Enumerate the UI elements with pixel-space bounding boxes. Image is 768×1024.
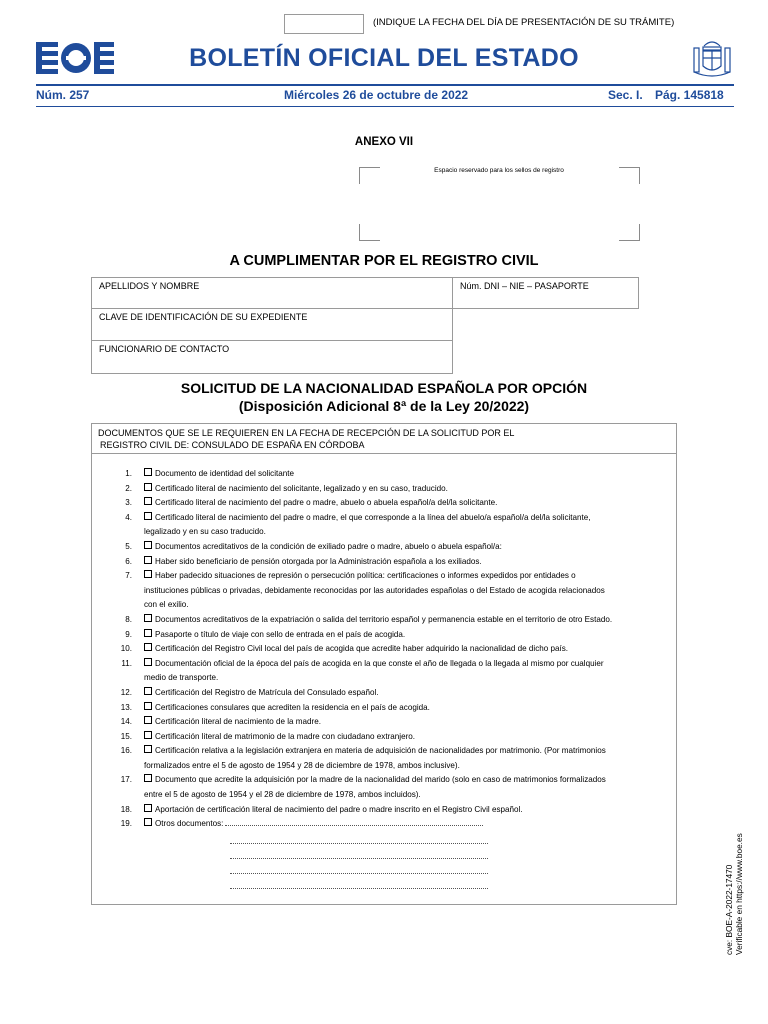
document-item-text: Certificado literal de nacimiento del padre o madre, abuelo o abuela español/a del/la solicitante.: [155, 498, 498, 508]
document-checkbox[interactable]: [144, 614, 152, 622]
document-item-text: Haber padecido situaciones de represión o persecución política: certificaciones o informes expedidos por entidades o: [155, 571, 576, 581]
document-item-number: 11.: [121, 658, 132, 668]
document-item-number: 5.: [125, 541, 132, 551]
stamp-corner-bottom-left: [359, 224, 380, 241]
document-item-text: Certificado literal de nacimiento del solicitante, legalizado y en su caso, traducido.: [155, 483, 448, 493]
document-checkbox[interactable]: [144, 468, 152, 476]
document-checkbox[interactable]: [144, 497, 152, 505]
document-item-text: Certificación literal de matrimonio de la madre con ciudadano extranjero.: [155, 731, 416, 741]
contact-officer-field[interactable]: [91, 340, 453, 374]
document-item-text: Haber sido beneficiario de pensión otorgada por la Administración española a los exiliados.: [155, 556, 482, 566]
document-checkbox[interactable]: [144, 818, 152, 826]
document-item: [118, 803, 670, 818]
document-item: [118, 511, 670, 526]
page-number: Pág. 145818: [655, 88, 724, 102]
section-label: Sec. I.: [608, 88, 643, 102]
verification-url: Verificable en https://www.boe.es: [734, 833, 744, 955]
document-item: [118, 715, 670, 730]
file-key-label: CLAVE DE IDENTIFICACIÓN DE SU EXPEDIENTE: [99, 312, 308, 322]
document-item-text: Otros documentos:: [155, 819, 224, 829]
document-item: [118, 467, 670, 482]
boe-logo: [36, 42, 114, 74]
header-rule: [36, 84, 734, 86]
document-item-number: 16.: [120, 746, 132, 756]
document-item-text: Certificación del Registro Civil local del país de acogida que acredite haber adquirido la nacionalidad de dicho país.: [155, 644, 569, 654]
document-item-continuation: instituciones públicas o privadas, debidamente reconocidas por las autoridades españolas o del Estado de acogida relacionados: [144, 585, 605, 595]
document-item-text: Certificaciones consulares que acrediten la residencia en el país de acogida.: [155, 702, 430, 712]
page-title: BOLETÍN OFICIAL DEL ESTADO: [189, 44, 579, 72]
id-document-field[interactable]: [452, 277, 639, 309]
document-item: [118, 540, 670, 555]
document-checkbox[interactable]: [144, 731, 152, 739]
document-item-number: 1.: [125, 469, 132, 478]
document-item-number: 19.: [120, 819, 132, 829]
document-checkbox[interactable]: [144, 774, 152, 782]
verification-side-text: [724, 835, 744, 955]
document-checkbox[interactable]: [144, 658, 152, 666]
document-item-number: 14.: [120, 717, 132, 727]
document-item: [118, 773, 670, 788]
document-item-text: Documentación oficial de la época del país de acogida en la que conste el año de llegada o la llegada al mismo por cualquier: [155, 658, 604, 668]
issue-number: Núm. 257: [36, 88, 90, 102]
document-item-text: Documentos acreditativos de la expatriación o salida del territorio español y permanencia estable en el territorio de otro Estado.: [155, 614, 613, 624]
document-item: [118, 482, 670, 497]
documents-list: [118, 467, 670, 832]
meta-rule: [36, 106, 734, 107]
document-item-number: 3.: [125, 498, 132, 508]
document-item-continuation: con el exilio.: [144, 600, 189, 610]
document-checkbox[interactable]: [144, 512, 152, 520]
document-checkbox[interactable]: [144, 702, 152, 710]
document-item-number: 15.: [120, 731, 132, 741]
document-item-text: Certificación relativa a la legislación extranjera en materia de adquisición de nacionalidades por matrimonio. (Por matrimonios: [155, 746, 606, 756]
document-item-continuation: formalizados entre el 5 de agosto de 1954 y 28 de diciembre de 1978, ambos inclusive).: [144, 760, 460, 770]
document-item-number: 10.: [120, 644, 132, 654]
surname-name-label: APELLIDOS Y NOMBRE: [99, 281, 200, 291]
document-item: [118, 730, 670, 745]
document-item-number: 12.: [120, 687, 132, 697]
issue-date: Miércoles 26 de octubre de 2022: [284, 88, 469, 102]
cve-code: cve: BOE-A-2022-17470: [724, 864, 734, 955]
other-documents-line[interactable]: [230, 842, 488, 844]
document-item: [118, 701, 670, 716]
surname-name-field[interactable]: [91, 277, 453, 309]
file-key-field[interactable]: [91, 308, 453, 341]
document-item-text: Aportación de certificación literal de nacimiento del padre o madre inscrito en el Registro Civil español.: [155, 804, 523, 814]
stamp-corner-bottom-right: [619, 224, 640, 241]
stamp-area-label: Espacio reservado para los sellos de registro: [434, 167, 564, 174]
document-item-text: Documento que acredite la adquisición por la madre de la nacionalidad del marido (solo en caso de matrimonios formalizados: [155, 775, 606, 785]
document-item-text: Certificación literal de nacimiento de la madre.: [155, 717, 322, 727]
form-title: SOLICITUD DE LA NACIONALIDAD ESPAÑOLA POR OPCIÓN: [180, 380, 588, 396]
document-item: [118, 496, 670, 511]
document-item-number: 6.: [125, 556, 132, 566]
documents-header-line2: REGISTRO CIVIL DE: CONSULADO DE ESPAÑA EN CÓRDOBA: [100, 440, 365, 450]
document-item-number: 8.: [125, 614, 132, 624]
document-item: [118, 817, 670, 832]
document-item-text: Certificado literal de nacimiento del padre o madre, el que corresponde a la línea del abuelo/a español/a del/la solicitante,: [155, 512, 591, 522]
document-item: [118, 555, 670, 570]
document-item: [118, 657, 670, 672]
document-item-number: 13.: [120, 702, 132, 712]
other-documents-line[interactable]: [230, 857, 488, 859]
contact-officer-label: FUNCIONARIO DE CONTACTO: [99, 344, 230, 354]
id-document-label: Núm. DNI – NIE – PASAPORTE: [460, 281, 589, 291]
document-item-continuation: legalizado y en su caso traducido.: [144, 527, 266, 537]
document-item-continuation: medio de transporte.: [144, 673, 219, 683]
document-checkbox[interactable]: [144, 570, 152, 578]
document-item: [118, 744, 670, 759]
documents-header: [91, 423, 677, 454]
document-checkbox[interactable]: [144, 556, 152, 564]
document-item: [118, 569, 670, 584]
registry-section-title: A CUMPLIMENTAR POR EL REGISTRO CIVIL: [229, 253, 539, 269]
document-checkbox[interactable]: [144, 643, 152, 651]
other-documents-line[interactable]: [230, 872, 488, 874]
annex-title: ANEXO VII: [354, 136, 414, 148]
document-item-continuation: entre el 5 de agosto de 1954 y el 28 de diciembre de 1978, ambos incluidos).: [144, 790, 421, 800]
document-item-number: 4.: [125, 512, 132, 522]
form-subtitle: (Disposición Adicional 8ª de la Ley 20/2022): [238, 398, 530, 414]
coat-of-arms-icon: [690, 36, 734, 80]
document-item-text: Documentos acreditativos de la condición de exiliado padre o madre, abuelo o abuela español/a:: [155, 541, 502, 551]
document-checkbox[interactable]: [144, 687, 152, 695]
date-input-box[interactable]: [284, 14, 364, 34]
date-hint: (INDIQUE LA FECHA DEL DÍA DE PRESENTACIÓN DE SU TRÁMITE): [373, 17, 675, 28]
document-item-text: Documento de identidad del solicitante: [155, 469, 295, 478]
document-checkbox[interactable]: [144, 716, 152, 724]
documents-header-line1: DOCUMENTOS QUE SE LE REQUIEREN EN LA FECHA DE RECEPCIÓN DE LA SOLICITUD POR EL: [98, 428, 515, 438]
document-item-number: 17.: [120, 775, 132, 785]
document-checkbox[interactable]: [144, 804, 152, 812]
document-item-text: Certificación del Registro de Matrícula del Consulado español.: [155, 687, 379, 697]
document-item-number: 18.: [120, 804, 132, 814]
document-item: [118, 686, 670, 701]
document-item: [118, 642, 670, 657]
other-documents-input[interactable]: [225, 817, 483, 826]
other-documents-line[interactable]: [230, 887, 488, 889]
document-item-text: Pasaporte o título de viaje con sello de entrada en el país de acogida.: [155, 629, 406, 639]
document-item-number: 9.: [125, 629, 132, 639]
document-checkbox[interactable]: [144, 541, 152, 549]
document-checkbox[interactable]: [144, 483, 152, 491]
document-item: [118, 628, 670, 643]
document-checkbox[interactable]: [144, 745, 152, 753]
document-item-number: 2.: [125, 483, 132, 493]
document-item-number: 7.: [125, 571, 132, 581]
document-item: [118, 613, 670, 628]
document-checkbox[interactable]: [144, 629, 152, 637]
